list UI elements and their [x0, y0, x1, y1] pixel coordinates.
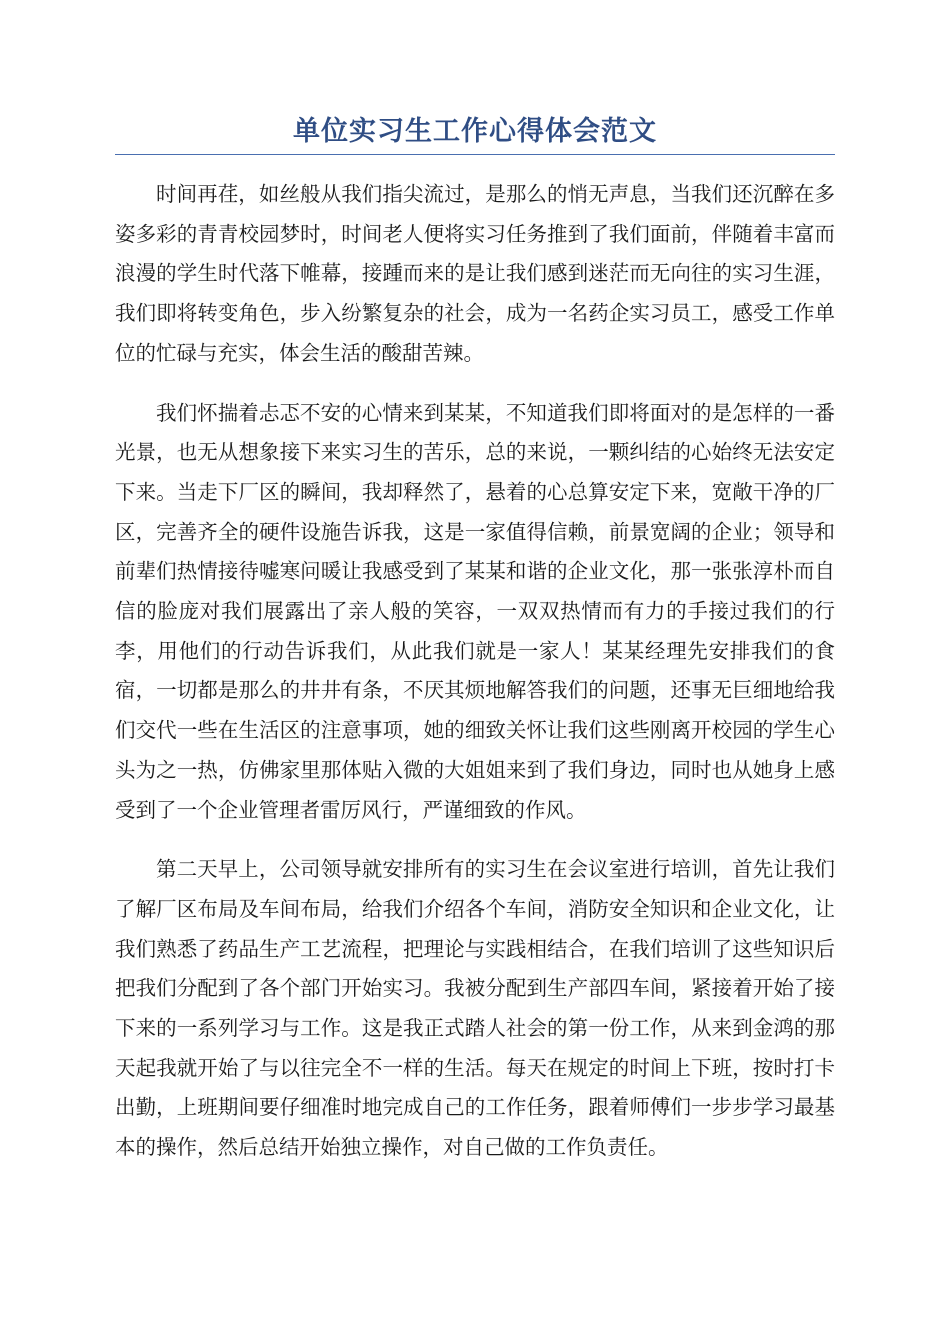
document-body — [115, 175, 835, 1188]
paragraph-1: 时间再荏，如丝般从我们指尖流过，是那么的悄无声息，当我们还沉醉在多姿多彩的青青校园梦时，时间老人便将实习任务推到了我们面前，伴随着丰富而浪漫的学生时代落下帷幕，接踵而来的是让我们感到迷茫而无向往的实习生涯，我们即将转变角色，步入纷繁复杂的社会，成为一名药企实习员工，感受工作单位的忙碌与充实，体会生活的酸甜苦辣。 — [115, 182, 835, 365]
paragraph-3: 第二天早上，公司领导就安排所有的实习生在会议室进行培训，首先让我们了解厂区布局及车间布局，给我们介绍各个车间，消防安全知识和企业文化，让我们熟悉了药品生产工艺流程，把理论与实践相结合，在我们培训了这些知识后把我们分配到了各个部门开始实习。我被分配到生产部四车间，紧接着开始了接下来的一系列学习与工作。这是我正式踏人社会的第一份工作，从来到金鸿的那天起我就开始了与以往完全不一样的生活。每天在规定的时间上下班，按时打卡出勤，上班期间要仔细准时地完成自己的工作任务，跟着师傅们一步步学习最基本的操作，然后总结开始独立操作，对自己做的工作负责任。 — [115, 857, 835, 1160]
title-underline — [115, 154, 835, 155]
paragraph-2: 我们怀揣着忐忑不安的心情来到某某，不知道我们即将面对的是怎样的一番光景，也无从想象接下来实习生的苦乐，总的来说，一颗纠结的心始终无法安定下来。当走下厂区的瞬间，我却释然了，悬着的心总算安定下来，宽敞干净的厂区，完善齐全的硬件设施告诉我，这是一家值得信赖，前景宽阔的企业；领导和前辈们热情接待嘘寒问暖让我感受到了某某和谐的企业文化，那一张张淳朴而自信的脸庞对我们展露出了亲人般的笑容，一双双热情而有力的手接过我们的行李，用他们的行动告诉我们，从此我们就是一家人！某某经理先安排我们的食宿，一切都是那么的井井有条，不厌其烦地解答我们的问题，还事无巨细地给我们交代一些在生活区的注意事项，她的细致关怀让我们这些刚离开校园的学生心头为之一热，仿佛家里那体贴入微的大姐姐来到了我们身边，同时也从她身上感受到了一个企业管理者雷厉风行，严谨细致的作风。 — [115, 400, 835, 822]
document-title: 单位实习生工作心得体会范文 — [293, 116, 657, 147]
